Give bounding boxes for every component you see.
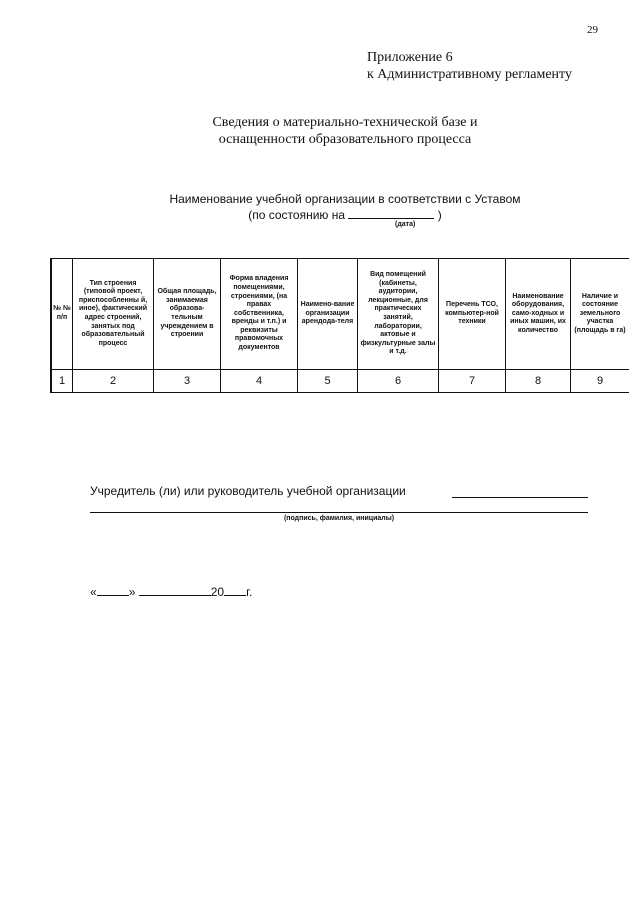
column-number: 6 <box>358 370 439 393</box>
document-title <box>150 114 540 148</box>
organization-heading <box>120 192 570 223</box>
month-blank[interactable] <box>139 584 211 596</box>
column-number: 5 <box>298 370 358 393</box>
signature-caption: (подпись, фамилия, инициалы) <box>283 515 395 522</box>
header-col-9: Наличие и состояние земельного участка (площадь в га) <box>571 259 630 370</box>
day-blank[interactable] <box>97 584 129 596</box>
header-col-6: Вид помещений (кабинеты, аудитории, лекционные, для практических занятий, лаборатории, актовые и физкультурные залы и т.д. <box>358 259 439 370</box>
as-of-date-blank[interactable] <box>348 207 434 219</box>
table-number-row <box>51 370 629 393</box>
header-col-3: Общая площадь, занимаемая образова-тельным учреждением в строении <box>154 259 221 370</box>
header-col-5: Наимено-вание организации арендода-теля <box>298 259 358 370</box>
founder-signature-blank[interactable] <box>452 497 588 498</box>
column-number: 7 <box>439 370 506 393</box>
founder-label: Учредитель (ли) или руководитель учебной организации <box>90 484 406 498</box>
title-line-2: оснащенности образовательного процесса <box>218 132 472 147</box>
as-of-suffix: ) <box>437 208 442 222</box>
year-blank[interactable] <box>224 584 246 596</box>
year-prefix: 20 <box>210 585 225 599</box>
appendix-header <box>367 49 572 83</box>
column-number: 2 <box>73 370 154 393</box>
column-number: 1 <box>51 370 73 393</box>
column-number: 9 <box>571 370 630 393</box>
organization-name-label: Наименование учебной организации в соответствии с Уставом <box>169 192 521 206</box>
as-of-date-row <box>120 207 570 223</box>
header-col-2: Тип строения (типовой проект, приспособленны й, иное), фактический адрес строений, занятых под образовательный процесс <box>73 259 154 370</box>
signature-full-line[interactable] <box>90 512 588 513</box>
signing-date-row <box>90 584 252 599</box>
appendix-line-2: к Административному регламенту <box>367 67 572 82</box>
column-number: 3 <box>154 370 221 393</box>
header-col-4: Форма владения помещениями, строениями, (на правах собственника, вренды и т.п.) и реквизиты правомочных документов <box>221 259 298 370</box>
page-number: 29 <box>587 24 598 36</box>
header-col-8: Наименование оборудования, само-ходных и иных машин, их количество <box>506 259 571 370</box>
appendix-line-1: Приложение 6 <box>367 50 453 65</box>
header-col-7: Перечень ТСО, компьютер-ной техники <box>439 259 506 370</box>
close-quote: » <box>128 585 136 599</box>
column-number: 4 <box>221 370 298 393</box>
title-line-1: Сведения о материально-технической базе и <box>212 115 478 130</box>
open-quote: « <box>90 585 97 599</box>
as-of-prefix: (по состоянию на <box>248 208 346 222</box>
column-number: 8 <box>506 370 571 393</box>
date-caption: (дата) <box>395 221 416 228</box>
facilities-table <box>50 258 629 393</box>
header-col-1: № № п/п <box>51 259 73 370</box>
table-header-row <box>51 259 629 370</box>
year-suffix: г. <box>246 585 253 599</box>
